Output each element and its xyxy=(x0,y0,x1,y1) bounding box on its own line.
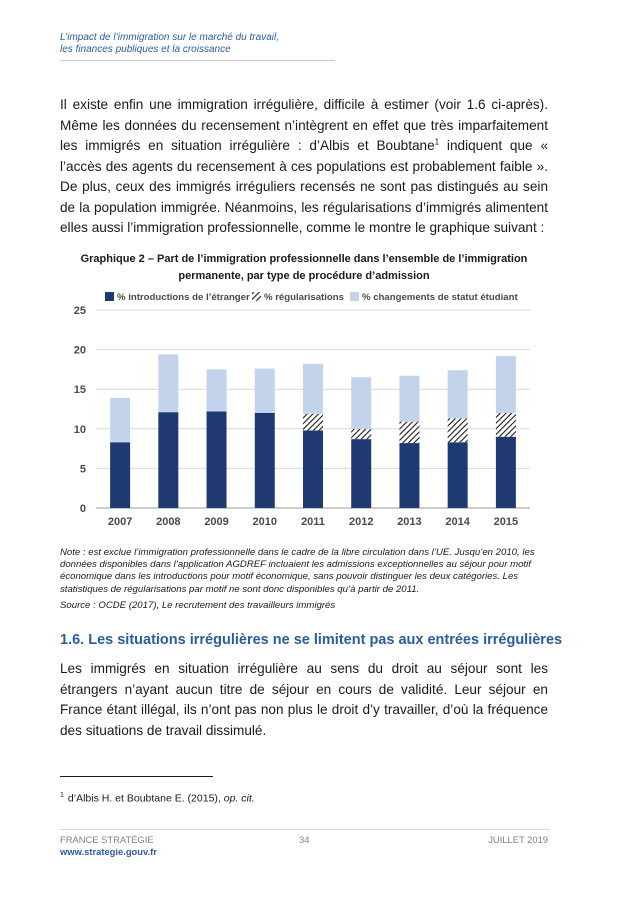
bar-segment-2011 xyxy=(303,364,323,414)
x-tick-label: 2007 xyxy=(107,516,133,528)
bar-segment-2012 xyxy=(351,377,371,428)
legend-swatch xyxy=(105,292,114,301)
footer-separator xyxy=(60,829,550,830)
intro-paragraph xyxy=(60,95,548,239)
chart-heading xyxy=(60,251,548,285)
y-tick-label: 0 xyxy=(79,503,86,515)
legend-label: % changements de statut étudiant xyxy=(362,292,518,303)
y-tick-label: 20 xyxy=(73,344,86,357)
x-tick-label: 2008 xyxy=(156,516,181,528)
bar-segment-2013 xyxy=(399,422,419,443)
legend-swatch xyxy=(350,292,359,301)
bar-segment-2015 xyxy=(496,356,516,413)
x-tick-label: 2010 xyxy=(252,516,278,528)
bar-segment-2013 xyxy=(399,443,419,508)
bar-segment-2010 xyxy=(255,369,275,413)
section-heading: 1.6. Les situations irrégulières ne se limitent pas aux entrées irrégulières xyxy=(60,632,563,648)
x-tick-label: 2011 xyxy=(301,516,325,528)
x-tick-label: 2012 xyxy=(348,516,374,528)
bar-segment-2010 xyxy=(255,413,275,508)
chart-heading-line-1: Graphique 2 – Part de l’immigration professionnelle dans l’ensemble de l’immigration xyxy=(80,253,528,265)
chart-source: Source : OCDE (2017), Le recrutement des travailleurs immigrés xyxy=(60,600,336,611)
intro-text: Il existe enfin une immigration irrégulière, difficile à estimer (voir 1.6 ci-après). Même les données du recensement n’intègrent en effet que très imparfaitement les immigrés en situation irrégulière : d’Albis et Boubtane xyxy=(60,97,548,153)
x-tick-label: 2014 xyxy=(445,516,470,528)
intro-text-continued: indiquent que « l’accès des agents du recensement à ces populations est probablement faible ». De plus, ceux des immigrés irréguliers recensés ne sont pas distingués au sein de la population immigrée. Néanmoins, les régularisations d’immigrés alimentent elles aussi l’immigration professionnelle, comme le montre le graphique suivant : xyxy=(60,138,548,235)
legend-label: % introductions de l’étranger xyxy=(117,292,250,303)
bar-segment-2015 xyxy=(496,437,516,508)
section-paragraph: Les immigrés en situation irrégulière au sens du droit au séjour sont les étrangers n’ayant aucun titre de séjour en cours de validité. Leur séjour en France étant illégal, ils n’ont pas non plus le droit d’y travailler, d’où la fréquence des situations de travail dissimulé. xyxy=(60,661,548,738)
footnote-reference[interactable]: 1 xyxy=(434,137,440,147)
bar-segment-2014 xyxy=(448,370,468,418)
running-header-line-1: L’impact de l’immigration sur le marché du travail, xyxy=(60,32,279,43)
chart-heading-line-2: permanente, par type de procédure d’admission xyxy=(178,270,430,282)
x-tick-label: 2013 xyxy=(397,516,422,528)
y-tick-label: 10 xyxy=(73,423,86,436)
bar-segment-2007 xyxy=(110,398,130,442)
bar-segment-2011 xyxy=(303,430,323,508)
footnote xyxy=(60,792,255,805)
chart-note: Note : est exclue l’immigration professionnelle dans le cadre de la libre circulation dans l’UE. Jusqu’en 2010, les données disponibles dans l’application AGDREF incluaient les admissions exceptionnelles au séjour pour motif économique dans les introductions pour motif économique, sans pouvoir distinguer les deux catégories. Les statistiques de régularisations par motif ne sont donc disponibles qu’à partir de 2011. xyxy=(60,547,535,595)
x-tick-label: 2009 xyxy=(204,516,229,528)
footnote-text: d’Albis H. et Boubtane E. (2015), xyxy=(67,792,224,805)
footer-date: JUILLET 2019 xyxy=(488,834,548,845)
legend-label: % régularisations xyxy=(264,292,344,303)
bar-segment-2008 xyxy=(158,354,178,412)
bar-segment-2007 xyxy=(110,442,130,508)
y-tick-label: 15 xyxy=(73,384,86,397)
footnote-number: 1 xyxy=(60,792,64,799)
bar-segment-2014 xyxy=(448,442,468,508)
bar-segment-2015 xyxy=(496,413,516,437)
footer-url-link[interactable]: www.strategie.gouv.fr xyxy=(60,846,157,857)
footnote-separator xyxy=(60,776,213,777)
running-header xyxy=(60,32,335,61)
bar-segment-2013 xyxy=(399,376,419,422)
y-tick-label: 5 xyxy=(79,463,86,476)
stacked-bar-chart xyxy=(60,287,548,537)
footer-publisher: FRANCE STRATÉGIE xyxy=(60,834,154,845)
bar-segment-2012 xyxy=(351,429,371,439)
bar-segment-2014 xyxy=(448,419,468,443)
running-header-line-2: les finances publiques et la croissance xyxy=(60,44,231,55)
footnote-ref: op. cit. xyxy=(223,792,255,805)
bar-segment-2011 xyxy=(303,414,323,431)
x-tick-label: 2015 xyxy=(493,516,519,528)
bar-segment-2012 xyxy=(351,439,371,508)
bar-segment-2008 xyxy=(158,412,178,508)
bar-segment-2009 xyxy=(207,411,227,508)
y-tick-label: 25 xyxy=(73,305,86,317)
page-number: 34 xyxy=(299,834,310,845)
legend-swatch xyxy=(252,292,261,301)
bar-segment-2009 xyxy=(207,369,227,411)
